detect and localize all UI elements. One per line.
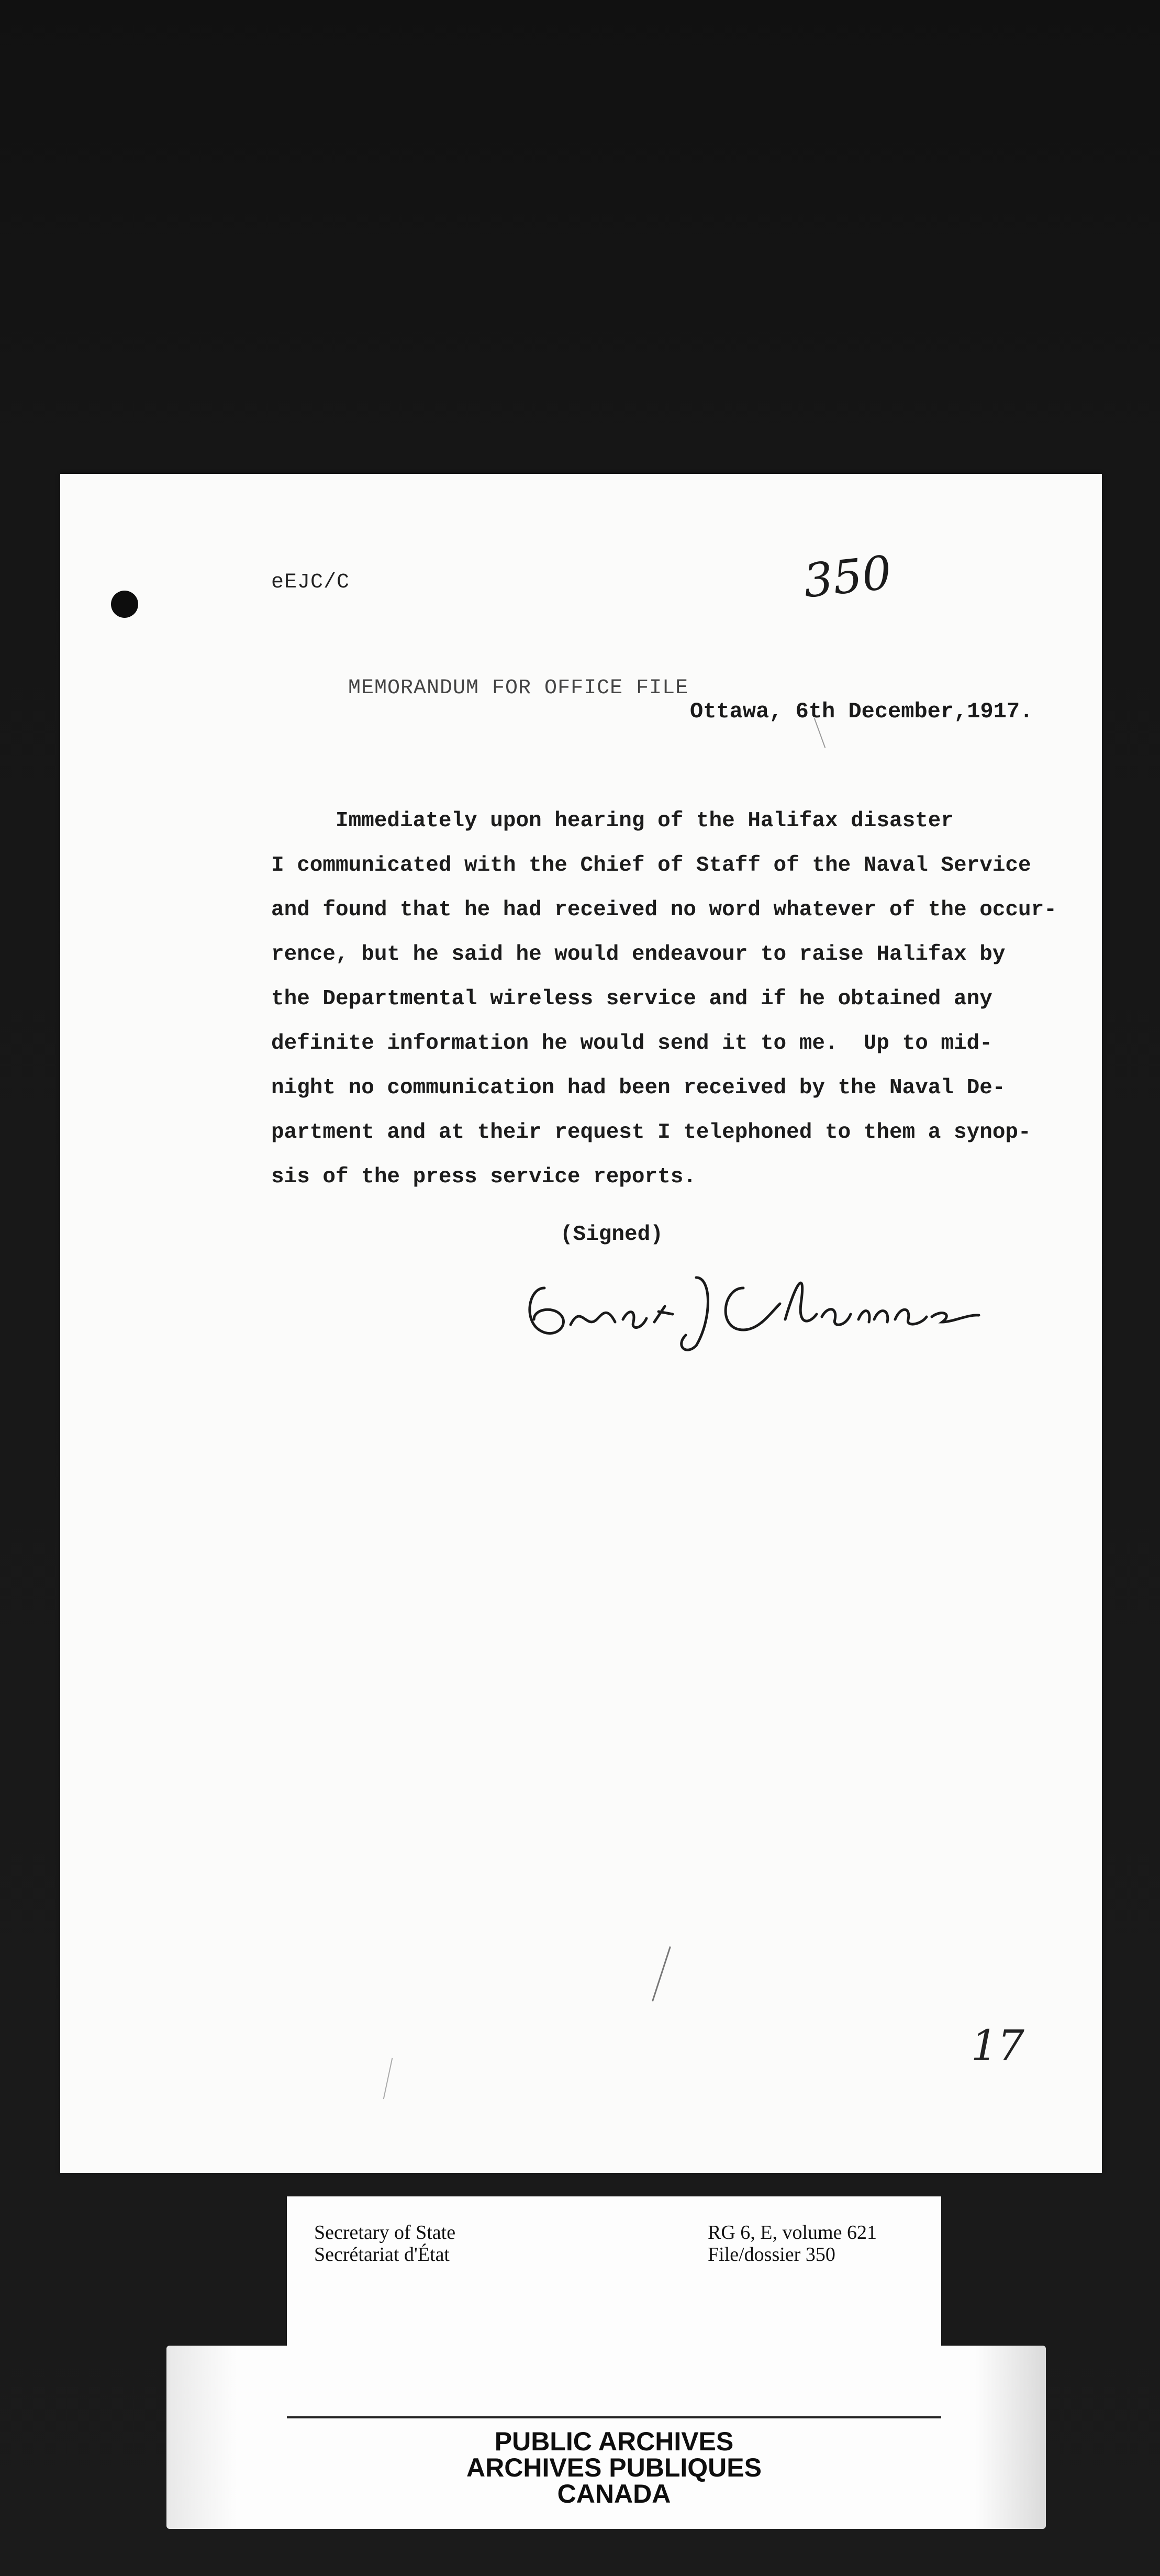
memo-title: MEMORANDUM FOR OFFICE FILE [348, 676, 689, 700]
volume-reference: RG 6, E, volume 621 [708, 2222, 877, 2244]
handwritten-file-number: 350 [801, 545, 894, 608]
handwritten-signature [523, 1257, 995, 1356]
archive-stamp-line-2: ARCHIVES PUBLIQUES [466, 2453, 762, 2482]
archive-stamp-line-3: CANADA [557, 2479, 671, 2508]
body-line: definite information he would send it to me. Up to mid- [271, 1031, 992, 1056]
body-line: partment and at their request I telephoned to them a synop- [271, 1120, 1031, 1145]
body-line: the Departmental wireless service and if he obtained any [271, 987, 992, 1011]
fonds-english: Secretary of State [314, 2222, 456, 2244]
body-line: night no communication had been received by the Naval De- [271, 1076, 1006, 1100]
body-line: and found that he had received no word whatever of the occur- [271, 898, 1057, 922]
body-line: I communicated with the Chief of Staff of the Naval Service [271, 853, 1031, 878]
archive-stamp-line-1: PUBLIC ARCHIVES [494, 2427, 734, 2456]
memo-date: Ottawa, 6th December,1917. [690, 699, 1033, 724]
body-line: Immediately upon hearing of the Halifax disaster [271, 809, 954, 833]
body-line: rence, but he said he would endeavour to raise Halifax by [271, 942, 1006, 967]
fonds-french: Secrétariat d'État [314, 2244, 450, 2266]
punch-hole [111, 591, 138, 618]
file-reference: File/dossier 350 [708, 2244, 835, 2266]
reference-code: eEJC/C [271, 571, 350, 594]
body-line: sis of the press service reports. [271, 1165, 696, 1189]
signed-note: (Signed) [560, 1223, 663, 1247]
handwritten-page-number: 17 [971, 2021, 1024, 2070]
